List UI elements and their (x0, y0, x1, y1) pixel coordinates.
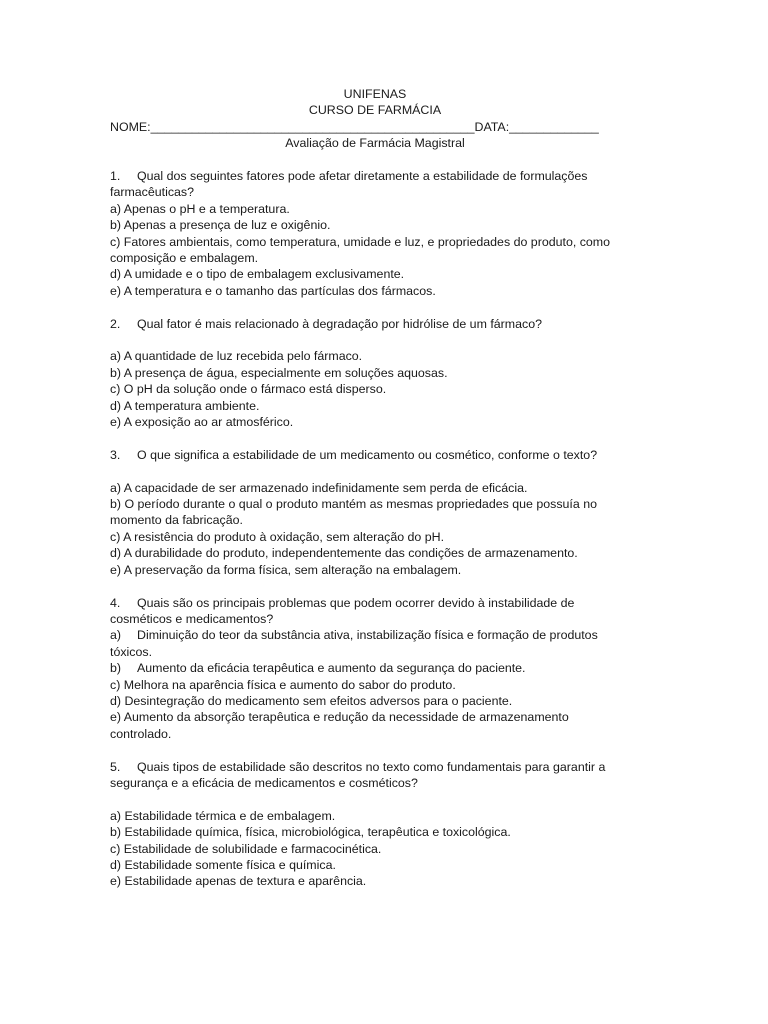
question-1-stem (110, 168, 640, 184)
option-c: c) Fatores ambientais, como temperatura, umidade e luz, e propriedades do produto, como (110, 234, 611, 249)
option-a: a) Estabilidade térmica e de embalagem. (110, 808, 336, 823)
option-a: a) Apenas o pH e a temperatura. (110, 201, 290, 216)
option-letter: b) (110, 661, 122, 676)
option-letter: a) (110, 628, 122, 643)
question-4 (110, 595, 640, 743)
question-text-cont: segurança e a eficácia de medicamentos e cosméticos? (110, 775, 418, 790)
option-c: c) A resistência do produto à oxidação, sem alteração do pH. (110, 529, 445, 544)
question-text: Quais são os principais problemas que podem ocorrer devido à instabilidade de (137, 595, 575, 610)
option-d: d) Desintegração do medicamento sem efeitos adversos para o paciente. (110, 693, 513, 708)
option-e-cont: controlado. (110, 726, 172, 741)
question-text: O que significa a estabilidade de um medicamento ou cosmético, conforme o texto? (137, 447, 598, 462)
exam-page (110, 86, 640, 890)
question-text: Qual fator é mais relacionado à degradação por hidrólise de um fármaco? (137, 316, 542, 331)
option-d: d) A umidade e o tipo de embalagem exclusivamente. (110, 267, 405, 282)
question-text: Qual dos seguintes fatores pode afetar diretamente a estabilidade de formulações (137, 169, 588, 184)
option-b (110, 660, 640, 676)
option-b: b) Estabilidade química, física, microbiológica, terapêutica e toxicológica. (110, 825, 511, 840)
question-number: 5. (110, 759, 121, 774)
option-a: a) A capacidade de ser armazenado indefinidamente sem perda de eficácia. (110, 480, 528, 495)
course-title: CURSO DE FARMÁCIA (308, 103, 442, 118)
option-e: e) Estabilidade apenas de textura e aparência. (110, 874, 367, 889)
option-text: Diminuição do teor da substância ativa, instabilização física e formação de produtos (137, 628, 598, 643)
option-b: b) O período durante o qual o produto mantém as mesmas propriedades que possuía no (110, 497, 597, 512)
question-text-cont: cosméticos e medicamentos? (110, 611, 274, 626)
option-b: b) A presença de água, especialmente em soluções aquosas. (110, 365, 448, 380)
option-text: Aumento da eficácia terapêutica e aumento da segurança do paciente. (137, 661, 526, 676)
option-c-cont: composição e embalagem. (110, 251, 259, 266)
question-number: 4. (110, 595, 121, 610)
question-text-cont: farmacêuticas? (110, 185, 195, 200)
question-5 (110, 759, 640, 890)
question-number: 3. (110, 447, 121, 462)
option-b-cont: momento da fabricação. (110, 513, 243, 528)
question-3 (110, 447, 640, 578)
question-text: Quais tipos de estabilidade são descritos no texto como fundamentais para garantir a (137, 759, 606, 774)
option-d: d) A temperatura ambiente. (110, 398, 260, 413)
option-c: c) Estabilidade de solubilidade e farmacocinética. (110, 841, 382, 856)
option-b: b) Apenas a presença de luz e oxigênio. (110, 218, 331, 233)
question-3-stem (110, 447, 640, 463)
option-e: e) A preservação da forma física, sem alteração na embalagem. (110, 562, 462, 577)
option-a-cont: tóxicos. (110, 644, 153, 659)
option-c: c) Melhora na aparência física e aumento do sabor do produto. (110, 677, 456, 692)
option-d: d) A durabilidade do produto, independentemente das condições de armazenamento. (110, 546, 578, 561)
name-date-line: NOME:_______________________________________________DATA:_____________ (110, 119, 599, 134)
question-5-stem (110, 759, 640, 775)
option-a (110, 627, 640, 643)
option-e: e) Aumento da absorção terapêutica e redução da necessidade de armazenamento (110, 710, 569, 725)
exam-subtitle: Avaliação de Farmácia Magistral (285, 136, 465, 151)
question-2 (110, 316, 640, 431)
option-e: e) A exposição ao ar atmosférico. (110, 415, 294, 430)
option-e: e) A temperatura e o tamanho das partículas dos fármacos. (110, 283, 436, 298)
question-number: 1. (110, 169, 121, 184)
question-2-stem (110, 316, 640, 332)
option-a: a) A quantidade de luz recebida pelo fármaco. (110, 349, 363, 364)
question-1 (110, 168, 640, 299)
question-4-stem (110, 595, 640, 611)
option-d: d) Estabilidade somente física e química. (110, 857, 336, 872)
institution-title: UNIFENAS (343, 87, 407, 101)
option-c: c) O pH da solução onde o fármaco está disperso. (110, 382, 387, 397)
question-number: 2. (110, 316, 121, 331)
